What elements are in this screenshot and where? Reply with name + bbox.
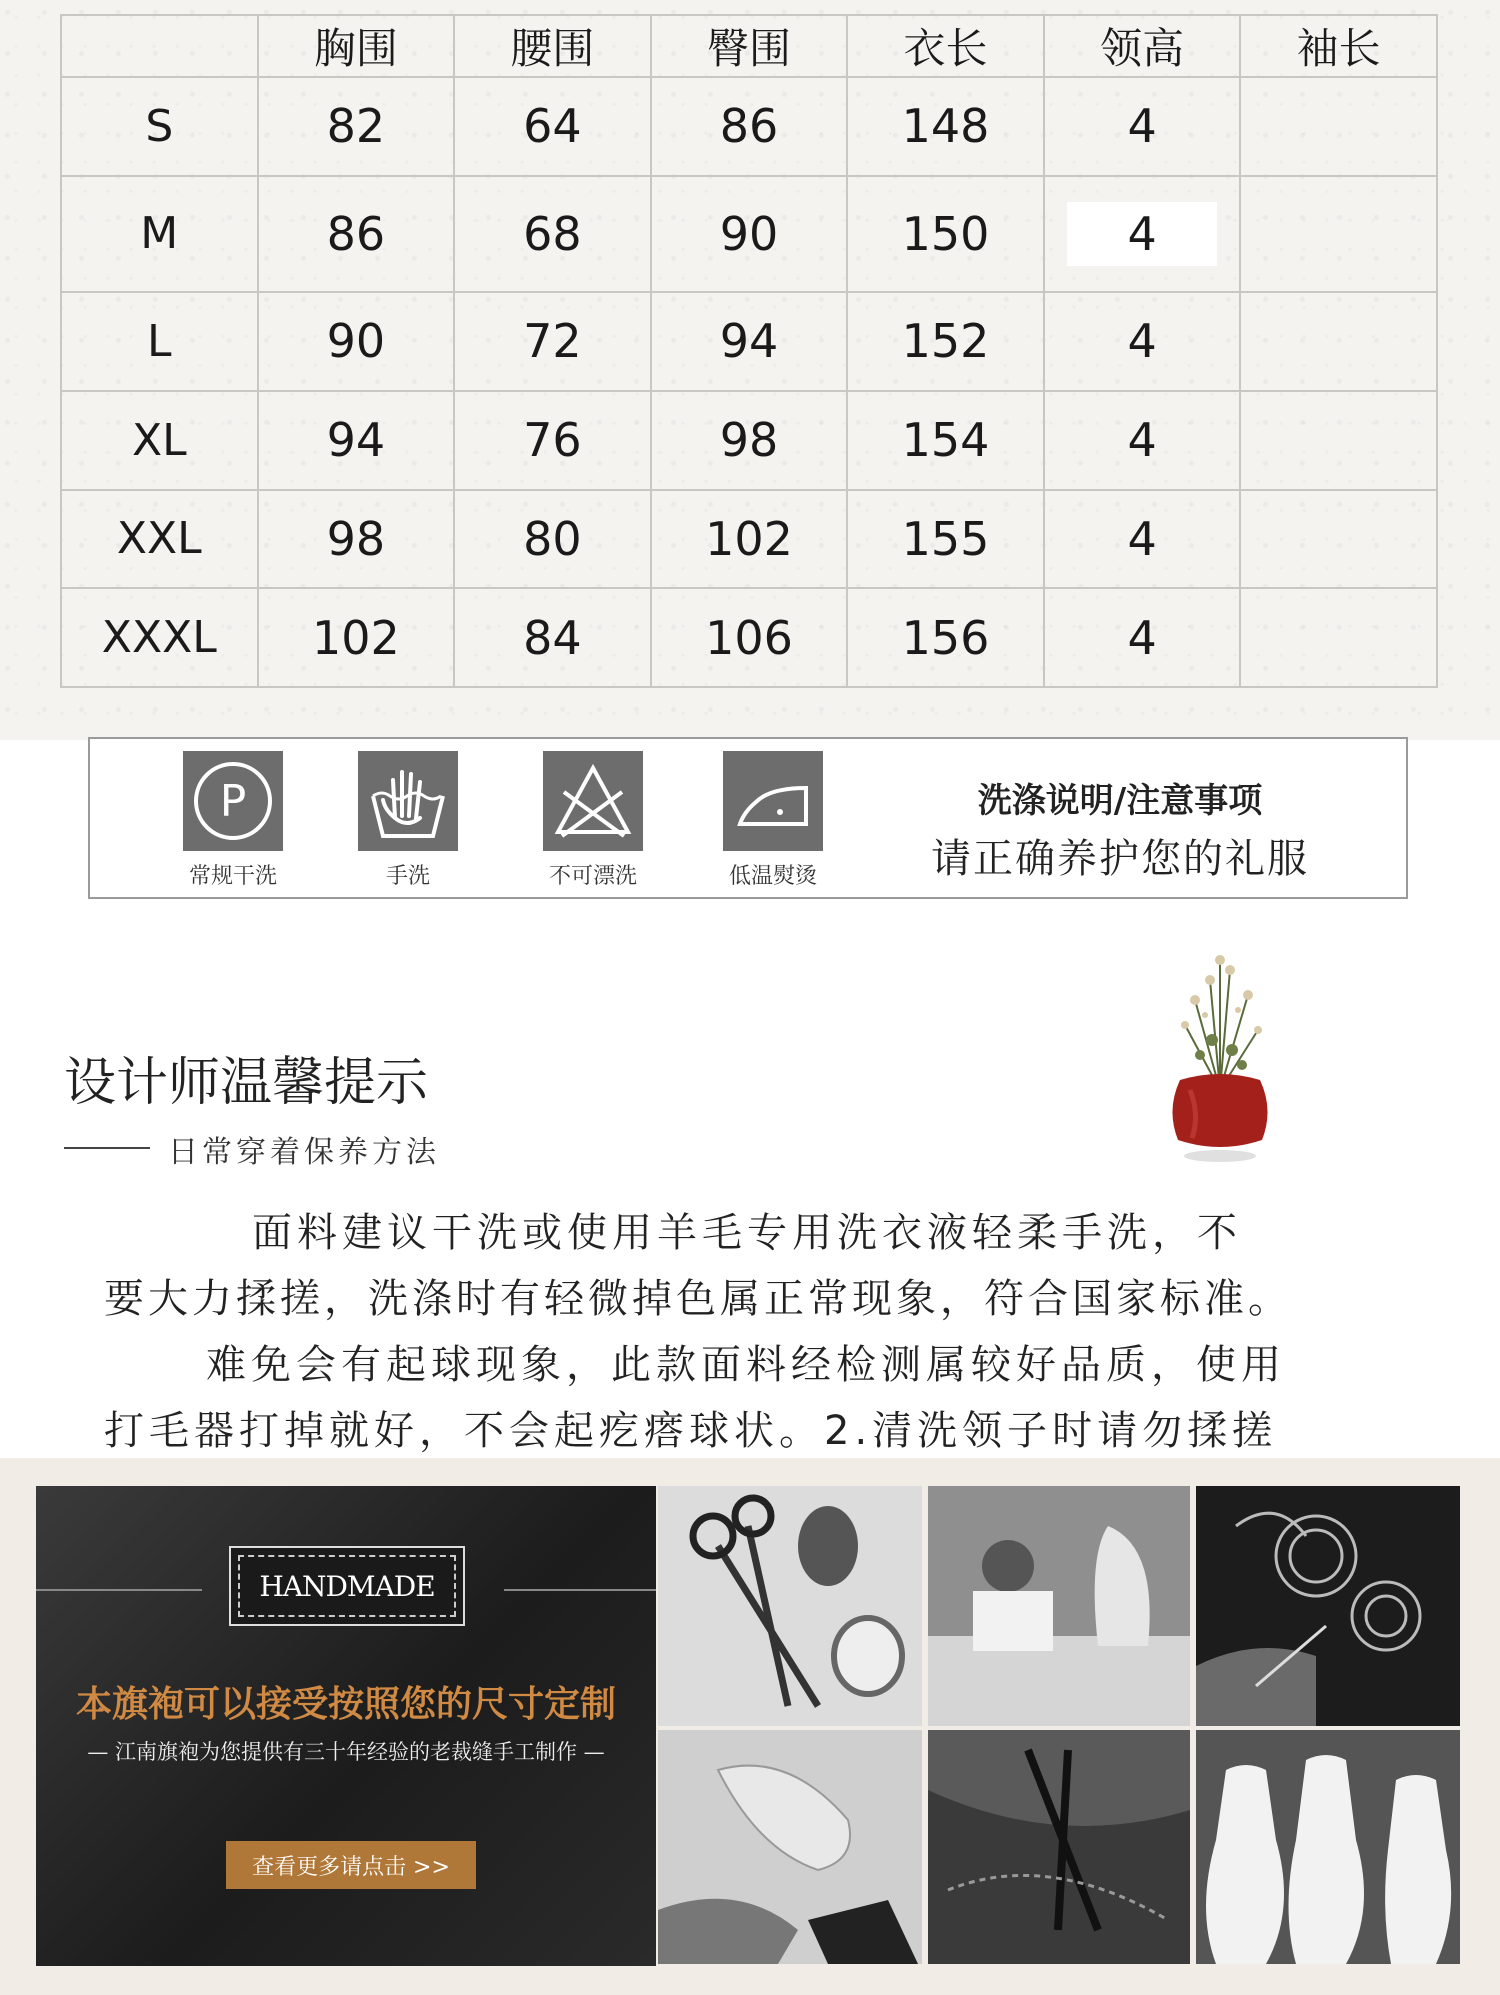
table-cell: 94 (258, 391, 455, 490)
care-instructions-box (88, 737, 1408, 899)
table-cell (1240, 490, 1437, 589)
table-cell (1240, 176, 1437, 292)
tips-line: 要大力揉搓，洗涤时有轻微掉色属正常现象，符合国家标准。 (104, 1276, 1292, 1322)
table-cell: 4 (1044, 77, 1241, 176)
table-cell: 150 (847, 176, 1044, 292)
header-cell: 腰围 (454, 15, 651, 77)
tips-line: 面料建议干洗或使用羊毛专用洗衣液轻柔手洗，不 (252, 1210, 1242, 1256)
table-cell: 4 (1044, 292, 1241, 391)
table-header-row (61, 15, 1437, 77)
table-cell (1240, 588, 1437, 687)
handmade-badge: HANDMADE (229, 1546, 465, 1626)
photo-scissors-tape (658, 1486, 922, 1726)
tips-line: 难免会有起球现象，此款面料经检测属较好品质，使用 (206, 1342, 1286, 1388)
table-cell: 102 (258, 588, 455, 687)
tips-subtitle: 日常穿着保养方法 (168, 1135, 440, 1170)
handmade-promo[interactable] (36, 1486, 656, 1966)
table-cell: 156 (847, 588, 1044, 687)
size-cell: XL (61, 391, 258, 490)
table-cell: 90 (651, 176, 848, 292)
care-item-dry-clean (158, 751, 308, 890)
table-cell: 106 (651, 588, 848, 687)
tips-body (96, 1200, 1446, 1464)
header-cell: 领高 (1044, 15, 1241, 77)
table-cell: 64 (454, 77, 651, 176)
table-cell: 102 (651, 490, 848, 589)
care-label: 常规干洗 (188, 864, 277, 889)
care-item-hand-wash (333, 751, 483, 890)
care-label: 不可漂洗 (548, 864, 637, 889)
table-row (61, 588, 1437, 687)
table-cell (1240, 77, 1437, 176)
size-chart-section (0, 0, 1500, 740)
table-cell: 152 (847, 292, 1044, 391)
table-cell (1044, 176, 1241, 292)
divider (64, 1147, 150, 1149)
table-cell: 86 (258, 176, 455, 292)
size-cell: XXXL (61, 588, 258, 687)
table-row (61, 176, 1437, 292)
photo-tailor-working (928, 1486, 1190, 1726)
svg-text:P: P (219, 776, 247, 827)
care-item-low-iron (698, 751, 848, 890)
divider (504, 1589, 656, 1591)
size-cell: XXL (61, 490, 258, 589)
table-cell: 154 (847, 391, 1044, 490)
table-cell: 148 (847, 77, 1044, 176)
handmade-description: — 江南旗袍为您提供有三十年经验的老裁缝手工制作 — (87, 1740, 605, 1764)
no-bleach-icon (543, 751, 643, 851)
dry-clean-icon (183, 751, 283, 851)
table-row (61, 77, 1437, 176)
tips-title: 设计师温馨提示 (64, 1053, 429, 1113)
table-cell: 98 (258, 490, 455, 589)
hand-wash-icon (358, 751, 458, 851)
table-cell: 4 (1044, 588, 1241, 687)
table-cell: 86 (651, 77, 848, 176)
table-cell: 90 (258, 292, 455, 391)
size-table (60, 14, 1438, 688)
table-cell (1240, 292, 1437, 391)
table-row (61, 391, 1437, 490)
handmade-title: 本旗袍可以接受按照您的尺寸定制 (75, 1683, 616, 1725)
size-cell: L (61, 292, 258, 391)
table-cell: 68 (454, 176, 651, 292)
table-cell: 80 (454, 490, 651, 589)
tips-line: 打毛器打掉就好，不会起疙瘩球状。2.清洗领子时请勿揉搓 (104, 1408, 1278, 1454)
header-cell: 袖长 (1240, 15, 1437, 77)
photo-dress-mannequins (1196, 1730, 1460, 1964)
photo-cutting-fabric (928, 1730, 1190, 1964)
table-cell: 4 (1044, 391, 1241, 490)
table-cell: 98 (651, 391, 848, 490)
photo-hands-sewing (658, 1730, 922, 1964)
size-cell: M (61, 176, 258, 292)
table-cell: 82 (258, 77, 455, 176)
header-cell: 胸围 (258, 15, 455, 77)
header-cell: 衣长 (847, 15, 1044, 77)
care-item-no-bleach (518, 751, 668, 890)
table-cell-highlight: 4 (1067, 202, 1217, 266)
table-cell: 72 (454, 292, 651, 391)
table-cell: 155 (847, 490, 1044, 589)
care-label: 手洗 (385, 864, 430, 889)
photo-embroidery (1196, 1486, 1460, 1726)
divider (36, 1589, 202, 1591)
table-cell: 84 (454, 588, 651, 687)
table-cell: 94 (651, 292, 848, 391)
view-more-button[interactable]: 查看更多请点击 >> (226, 1841, 476, 1889)
table-cell (1240, 391, 1437, 490)
header-cell (61, 15, 258, 77)
table-cell: 76 (454, 391, 651, 490)
header-cell: 臀围 (651, 15, 848, 77)
table-cell: 4 (1044, 490, 1241, 589)
table-row (61, 292, 1437, 391)
care-label: 低温熨烫 (728, 864, 817, 889)
table-row (61, 490, 1437, 589)
low-iron-icon (723, 751, 823, 851)
care-title: 洗涤说明/注意事项 (977, 781, 1263, 821)
care-subtitle: 请正确养护您的礼服 (931, 836, 1309, 882)
size-cell: S (61, 77, 258, 176)
flower-vase-image (1150, 940, 1290, 1170)
